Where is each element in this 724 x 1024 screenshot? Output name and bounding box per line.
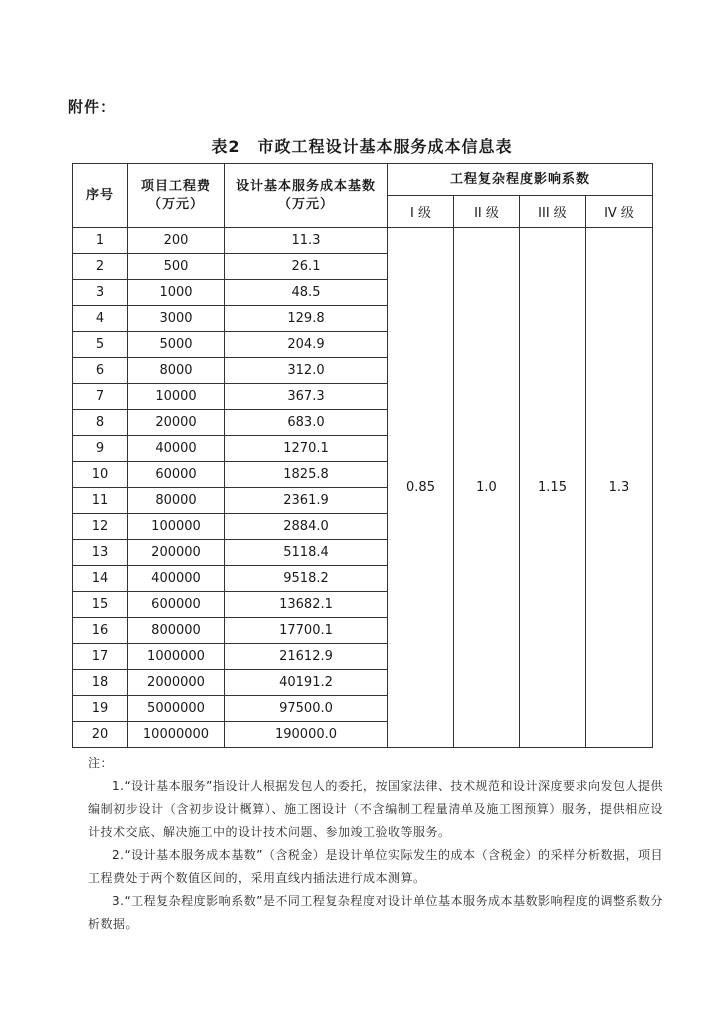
table-row bbox=[73, 228, 653, 254]
notes-label: 注： bbox=[88, 756, 114, 770]
table-title: 表2 市政工程设计基本服务成本信息表 bbox=[211, 137, 513, 156]
cell-seq: 10 bbox=[73, 462, 128, 488]
cell-base-cost: 2884.0 bbox=[225, 514, 388, 540]
attachment-label: 附件： bbox=[68, 98, 117, 116]
cell-project-fee: 1000 bbox=[128, 280, 225, 306]
table-body bbox=[73, 228, 653, 748]
cell-seq: 14 bbox=[73, 566, 128, 592]
cell-base-cost: 683.0 bbox=[225, 410, 388, 436]
coefficient-level-1: 0.85 bbox=[388, 228, 454, 748]
coefficient-level-2: 1.0 bbox=[454, 228, 520, 748]
cell-seq: 20 bbox=[73, 722, 128, 748]
cell-seq: 18 bbox=[73, 670, 128, 696]
cell-project-fee: 8000 bbox=[128, 358, 225, 384]
cell-project-fee: 60000 bbox=[128, 462, 225, 488]
cell-base-cost: 5118.4 bbox=[225, 540, 388, 566]
cell-base-cost: 367.3 bbox=[225, 384, 388, 410]
cell-seq: 15 bbox=[73, 592, 128, 618]
cell-project-fee: 10000 bbox=[128, 384, 225, 410]
cell-seq: 2 bbox=[73, 254, 128, 280]
cell-project-fee: 5000000 bbox=[128, 696, 225, 722]
cell-project-fee: 400000 bbox=[128, 566, 225, 592]
cell-base-cost: 13682.1 bbox=[225, 592, 388, 618]
header-level-4: IV 级 bbox=[586, 196, 653, 228]
cell-project-fee: 3000 bbox=[128, 306, 225, 332]
cell-seq: 11 bbox=[73, 488, 128, 514]
header-complexity: 工程复杂程度影响系数 bbox=[388, 164, 653, 196]
cell-base-cost: 1270.1 bbox=[225, 436, 388, 462]
cost-info-table bbox=[72, 163, 653, 748]
cell-base-cost: 11.3 bbox=[225, 228, 388, 254]
header-project-fee bbox=[128, 164, 225, 228]
cell-base-cost: 48.5 bbox=[225, 280, 388, 306]
notes bbox=[88, 752, 663, 936]
cell-base-cost: 26.1 bbox=[225, 254, 388, 280]
note-item-1: 1.“设计基本服务”指设计人根据发包人的委托，按国家法律、技术规范和设计深度要求向发包人提供编制初步设计（含初步设计概算）、施工图设计（不含编制工程量清单及施工图预算）服务，提供相应设计技术交底、解决施工中的设计技术问题、参加竣工验收等服务。 bbox=[88, 779, 663, 839]
cell-project-fee: 1000000 bbox=[128, 644, 225, 670]
header-base-cost-line2: （万元） bbox=[277, 196, 334, 212]
cell-seq: 7 bbox=[73, 384, 128, 410]
cell-base-cost: 17700.1 bbox=[225, 618, 388, 644]
cell-project-fee: 2000000 bbox=[128, 670, 225, 696]
cell-project-fee: 5000 bbox=[128, 332, 225, 358]
cell-seq: 5 bbox=[73, 332, 128, 358]
cell-base-cost: 40191.2 bbox=[225, 670, 388, 696]
cell-base-cost: 190000.0 bbox=[225, 722, 388, 748]
cell-base-cost: 1825.8 bbox=[225, 462, 388, 488]
cell-seq: 12 bbox=[73, 514, 128, 540]
cell-seq: 3 bbox=[73, 280, 128, 306]
cell-base-cost: 204.9 bbox=[225, 332, 388, 358]
header-seq: 序号 bbox=[73, 164, 128, 228]
note-item-2: 2.“设计基本服务成本基数”（含税金）是设计单位实际发生的成本（含税金）的采样分析数据，项目工程费处于两个数值区间的，采用直线内插法进行成本测算。 bbox=[88, 848, 663, 885]
cell-seq: 8 bbox=[73, 410, 128, 436]
header-base-cost-line1: 设计基本服务成本基数 bbox=[235, 178, 376, 194]
cell-project-fee: 100000 bbox=[128, 514, 225, 540]
cell-project-fee: 200000 bbox=[128, 540, 225, 566]
coefficient-level-3: 1.15 bbox=[520, 228, 586, 748]
note-item-3: 3.“工程复杂程度影响系数”是不同工程复杂程度对设计单位基本服务成本基数影响程度的调整系数分析数据。 bbox=[88, 894, 663, 931]
cell-seq: 19 bbox=[73, 696, 128, 722]
cell-project-fee: 200 bbox=[128, 228, 225, 254]
cell-base-cost: 21612.9 bbox=[225, 644, 388, 670]
cell-seq: 1 bbox=[73, 228, 128, 254]
cell-project-fee: 20000 bbox=[128, 410, 225, 436]
cell-seq: 13 bbox=[73, 540, 128, 566]
header-project-fee-line1: 项目工程费 bbox=[140, 178, 211, 194]
cell-seq: 4 bbox=[73, 306, 128, 332]
cell-seq: 9 bbox=[73, 436, 128, 462]
coefficient-level-4: 1.3 bbox=[586, 228, 653, 748]
cell-seq: 17 bbox=[73, 644, 128, 670]
cell-base-cost: 312.0 bbox=[225, 358, 388, 384]
cell-base-cost: 97500.0 bbox=[225, 696, 388, 722]
cell-seq: 6 bbox=[73, 358, 128, 384]
cell-project-fee: 40000 bbox=[128, 436, 225, 462]
cell-project-fee: 500 bbox=[128, 254, 225, 280]
cell-project-fee: 80000 bbox=[128, 488, 225, 514]
header-base-cost bbox=[225, 164, 388, 228]
cell-project-fee: 10000000 bbox=[128, 722, 225, 748]
header-level-2: II 级 bbox=[454, 196, 520, 228]
header-project-fee-line2: （万元） bbox=[147, 196, 204, 212]
header-level-1: I 级 bbox=[388, 196, 454, 228]
cell-project-fee: 600000 bbox=[128, 592, 225, 618]
cell-seq: 16 bbox=[73, 618, 128, 644]
header-level-3: III 级 bbox=[520, 196, 586, 228]
cell-project-fee: 800000 bbox=[128, 618, 225, 644]
cell-base-cost: 129.8 bbox=[225, 306, 388, 332]
cell-base-cost: 2361.9 bbox=[225, 488, 388, 514]
cell-base-cost: 9518.2 bbox=[225, 566, 388, 592]
